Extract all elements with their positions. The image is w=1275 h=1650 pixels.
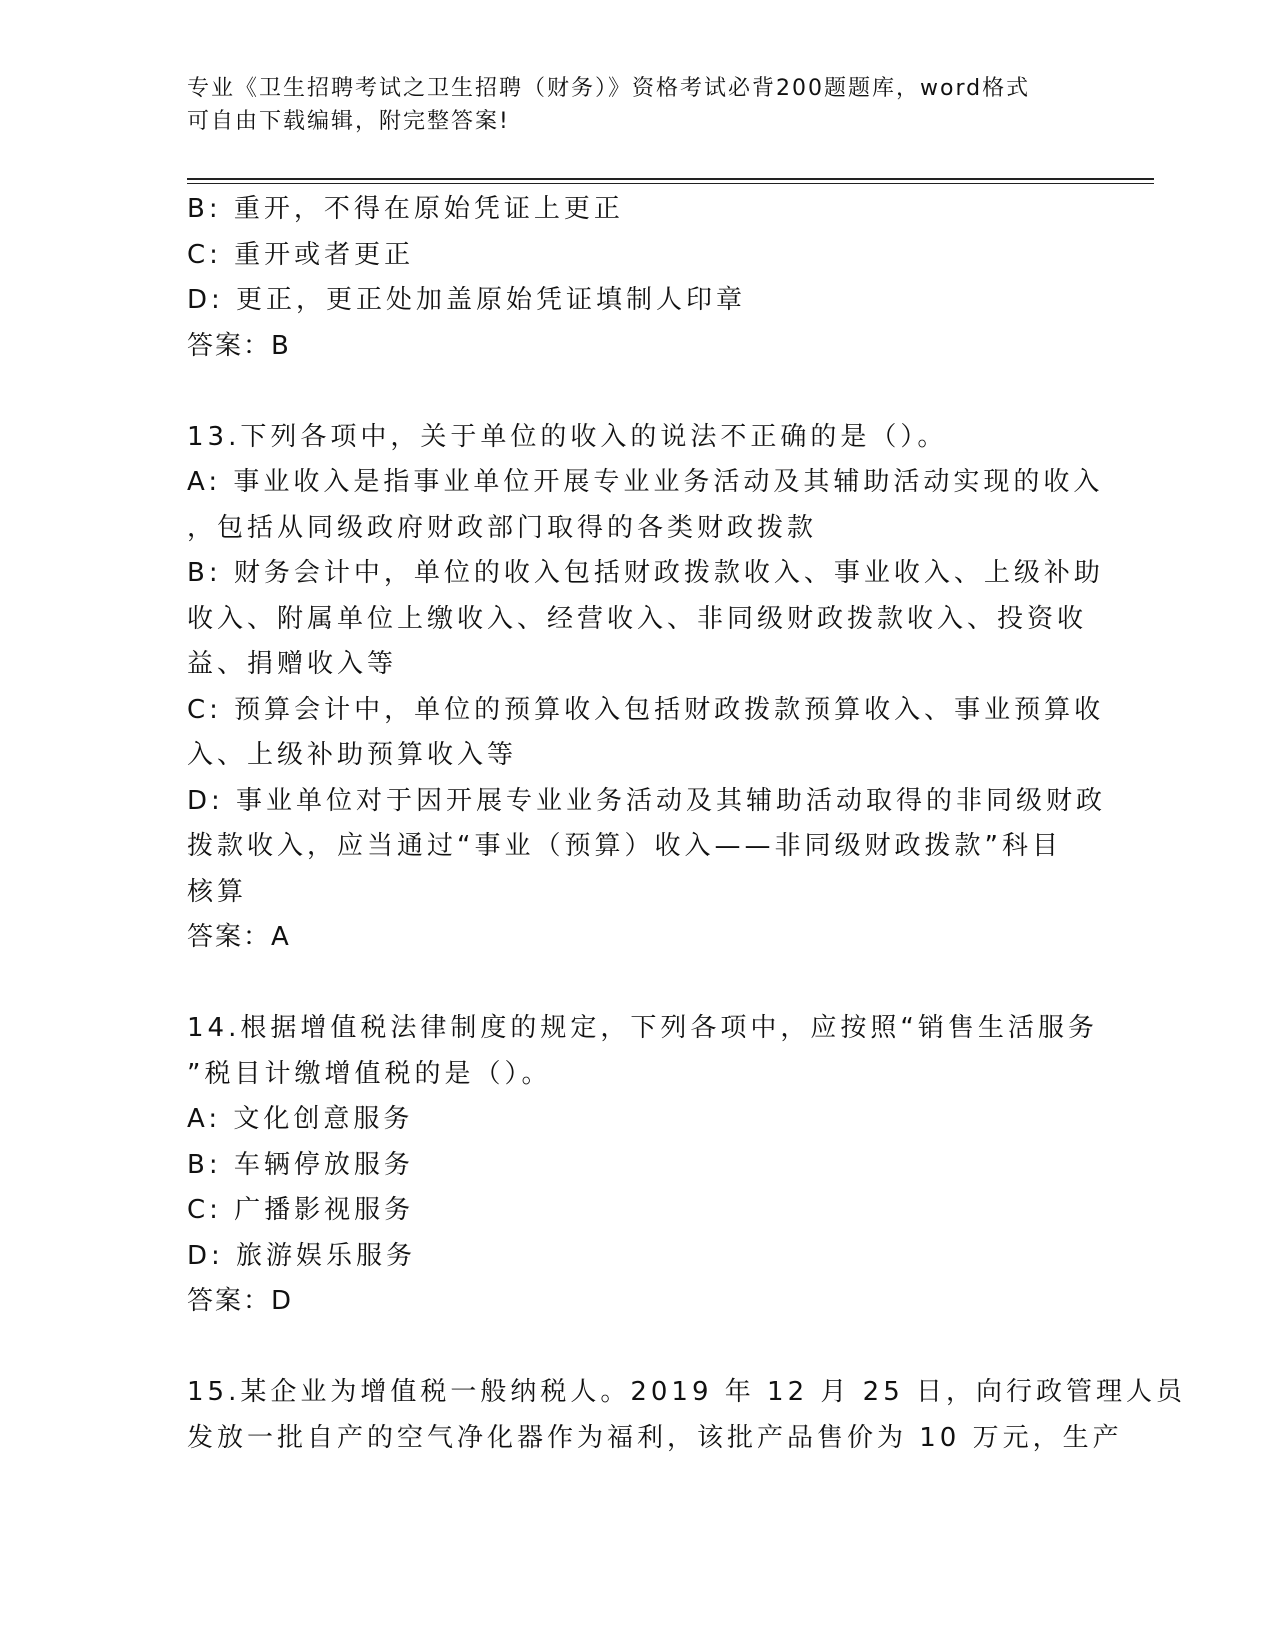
spacer [187, 369, 1087, 415]
option-a: A: 文化创意服务 [187, 1104, 414, 1134]
option-c-cont: 入、上级补助预算收入等 [187, 740, 518, 770]
question-15 [187, 1370, 1187, 1461]
question-13 [187, 415, 1107, 961]
option-d: D: 旅游娱乐服务 [187, 1240, 417, 1271]
question-14 [187, 1006, 1098, 1325]
option-a: A: 事业收入是指事业单位开展专业业务活动及其辅助活动实现的收入 [187, 467, 1104, 497]
option-d-cont: 拨款收入，应当通过“事业（预算）收入——非同级财政拨款”科目 [187, 831, 1062, 861]
header-line-2: 可自由下载编辑，附完整答案! [187, 109, 510, 134]
header-rule-thick [187, 178, 1154, 180]
document-body [187, 187, 1187, 1461]
option-c: C: 广播影视服务 [187, 1195, 415, 1225]
spacer [187, 961, 1087, 1007]
question-stem: 13.下列各项中，关于单位的收入的说法不正确的是（）。 [187, 421, 948, 452]
question-stem-cont: ”税目计缴增值税的是（）。 [187, 1058, 552, 1089]
question-12-tail [187, 187, 1087, 369]
header-rule-thin [187, 183, 1154, 184]
page-header [187, 72, 1087, 138]
option-b-cont: 收入、附属单位上缴收入、经营收入、非同级财政拨款收入、投资收 [187, 603, 1088, 634]
header-line-1: 专业《卫生招聘考试之卫生招聘（财务）》资格考试必背200题题库，word格式 [187, 76, 1031, 101]
option-b: B: 财务会计中，单位的收入包括财政拨款收入、事业收入、上级补助 [187, 558, 1104, 588]
question-stem-cont: 发放一批自产的空气净化器作为福利，该批产品售价为 10 万元，生产 [187, 1422, 1123, 1453]
option-c: C: 预算会计中，单位的预算收入包括财政拨款预算收入、事业预算收 [187, 694, 1105, 725]
answer: 答案：B [187, 330, 291, 361]
answer: 答案：A [187, 922, 291, 952]
question-stem: 15.某企业为增值税一般纳税人。2019 年 12 月 25 日，向行政管理人员 [187, 1377, 1187, 1407]
option-b: B: 重开，不得在原始凭证上更正 [187, 194, 624, 224]
option-a-cont: ，包括从同级政府财政部门取得的各类财政拨款 [187, 512, 818, 543]
option-b: B: 车辆停放服务 [187, 1149, 414, 1180]
option-b-cont: 益、捐赠收入等 [187, 649, 398, 679]
question-stem: 14.根据增值税法律制度的规定，下列各项中，应按照“销售生活服务 [187, 1013, 1098, 1043]
option-d: D: 事业单位对于因开展专业业务活动及其辅助活动取得的非同级财政 [187, 785, 1107, 816]
answer: 答案：D [187, 1286, 294, 1316]
option-c: C: 重开或者更正 [187, 239, 415, 270]
option-d: D: 更正，更正处加盖原始凭证填制人印章 [187, 285, 747, 315]
spacer [187, 1325, 1087, 1371]
option-d-cont: 核算 [187, 876, 248, 907]
